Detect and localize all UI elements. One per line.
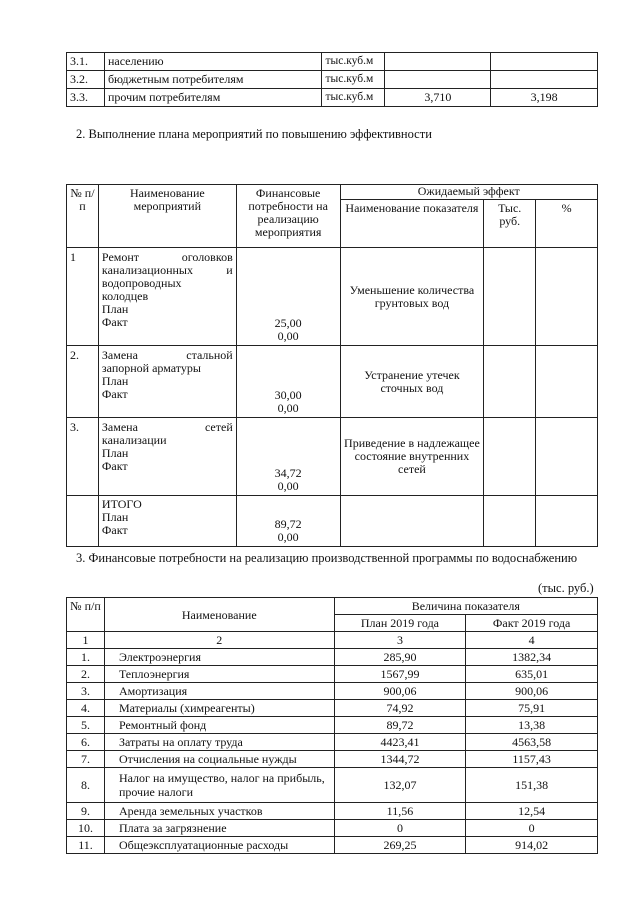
row-number: 3.3. bbox=[67, 89, 105, 107]
total-name bbox=[98, 496, 236, 547]
row-number: 9. bbox=[67, 803, 105, 820]
col-header-measure: Наименование мероприятий bbox=[98, 185, 236, 248]
index-row bbox=[67, 632, 598, 649]
table-row bbox=[67, 666, 598, 683]
measures-table bbox=[66, 184, 598, 547]
row-fact: 151,38 bbox=[466, 768, 598, 803]
consumers-table bbox=[66, 52, 598, 107]
row-plan: 0 bbox=[334, 820, 466, 837]
row-plan: 900,06 bbox=[334, 683, 466, 700]
fact-value: 0,00 bbox=[277, 401, 299, 415]
effect-thousand bbox=[484, 418, 536, 496]
measure-number: 3. bbox=[67, 418, 99, 496]
row-name: бюджетным потребителям bbox=[104, 71, 322, 89]
table-row bbox=[67, 820, 598, 837]
plan-label: План bbox=[101, 302, 129, 316]
total-fact-value: 0,00 bbox=[277, 530, 299, 544]
table-row bbox=[67, 700, 598, 717]
col-header-name: Наименование bbox=[104, 598, 334, 632]
col-header-percent: % bbox=[536, 200, 598, 248]
fact-label: Факт bbox=[101, 459, 128, 473]
row-plan: 1567,99 bbox=[334, 666, 466, 683]
row-name: населению bbox=[104, 53, 322, 71]
row-value-1 bbox=[385, 71, 491, 89]
column-index: 2 bbox=[104, 632, 334, 649]
row-number: 6. bbox=[67, 734, 105, 751]
row-number: 2. bbox=[67, 666, 105, 683]
row-number: 11. bbox=[67, 837, 105, 854]
row-name: прочим потребителям bbox=[104, 89, 322, 107]
row-number: 8. bbox=[67, 768, 105, 803]
effect-percent bbox=[536, 248, 598, 346]
effect-thousand bbox=[484, 346, 536, 418]
effect-indicator: Уменьшение количества грунтовых вод bbox=[340, 248, 484, 346]
total-finance bbox=[236, 496, 340, 547]
measure-finance bbox=[236, 418, 340, 496]
column-index: 1 bbox=[67, 632, 105, 649]
row-fact: 914,02 bbox=[466, 837, 598, 854]
effect-thousand bbox=[484, 496, 536, 547]
row-number: 3.1. bbox=[67, 53, 105, 71]
row-number: 4. bbox=[67, 700, 105, 717]
measure-name bbox=[98, 418, 236, 496]
fact-label: Факт bbox=[101, 387, 128, 401]
row-number: 10. bbox=[67, 820, 105, 837]
measure-name-line: колодцев bbox=[101, 289, 149, 303]
table-row bbox=[67, 89, 598, 107]
row-number: 3.2. bbox=[67, 71, 105, 89]
row-number: 5. bbox=[67, 717, 105, 734]
effect-percent bbox=[536, 346, 598, 418]
row-name: Плата за загрязнение bbox=[104, 820, 334, 837]
measure-name-line: Замена стальной bbox=[101, 348, 233, 362]
total-number bbox=[67, 496, 99, 547]
row-name: Общеэксплуатационные расходы bbox=[104, 837, 334, 854]
row-name: Налог на имущество, налог на прибыль, прочие налоги bbox=[104, 768, 334, 803]
row-fact: 75,91 bbox=[466, 700, 598, 717]
row-name: Электроэнергия bbox=[104, 649, 334, 666]
row-name: Ремонтный фонд bbox=[104, 717, 334, 734]
row-value-2 bbox=[491, 71, 598, 89]
measure-name bbox=[98, 248, 236, 346]
measure-number: 1 bbox=[67, 248, 99, 346]
col-header-indicator: Наименование показателя bbox=[340, 200, 484, 248]
row-name: Материалы (химреагенты) bbox=[104, 700, 334, 717]
col-header-plan: План 2019 года bbox=[334, 615, 466, 632]
row-name: Затраты на оплату труда bbox=[104, 734, 334, 751]
col-header-thousand: Тыс. руб. bbox=[484, 200, 536, 248]
row-number: 1. bbox=[67, 649, 105, 666]
row-unit: тыс.куб.м bbox=[322, 89, 385, 107]
table-row bbox=[67, 649, 598, 666]
measure-finance bbox=[236, 248, 340, 346]
table-row bbox=[67, 346, 598, 418]
row-unit: тыс.куб.м bbox=[322, 71, 385, 89]
table-row bbox=[67, 248, 598, 346]
measure-name-line: Замена сетей bbox=[101, 420, 233, 434]
row-plan: 4423,41 bbox=[334, 734, 466, 751]
plan-label: План bbox=[101, 510, 129, 524]
effect-percent bbox=[536, 496, 598, 547]
measure-name-line: канализации bbox=[101, 433, 167, 447]
measure-finance bbox=[236, 346, 340, 418]
row-fact: 13,38 bbox=[466, 717, 598, 734]
row-value-2: 3,198 bbox=[491, 89, 598, 107]
measure-name-line: водопроводных bbox=[101, 276, 182, 290]
fact-label: Факт bbox=[101, 315, 128, 329]
table-row bbox=[67, 53, 598, 71]
row-fact: 635,01 bbox=[466, 666, 598, 683]
table-row bbox=[67, 71, 598, 89]
table-row bbox=[67, 837, 598, 854]
row-plan: 74,92 bbox=[334, 700, 466, 717]
measure-number: 2. bbox=[67, 346, 99, 418]
row-plan: 285,90 bbox=[334, 649, 466, 666]
table-row bbox=[67, 683, 598, 700]
row-value-1 bbox=[385, 53, 491, 71]
measure-name-line: канализационных и bbox=[101, 263, 233, 277]
row-plan: 89,72 bbox=[334, 717, 466, 734]
fact-value: 0,00 bbox=[277, 329, 299, 343]
fact-label: Факт bbox=[101, 523, 128, 537]
total-plan-value: 89,72 bbox=[274, 517, 302, 531]
measure-name bbox=[98, 346, 236, 418]
row-value-1: 3,710 bbox=[385, 89, 491, 107]
unit-note: (тыс. руб.) bbox=[538, 581, 594, 595]
row-number: 7. bbox=[67, 751, 105, 768]
plan-label: План bbox=[101, 446, 129, 460]
row-number: 3. bbox=[67, 683, 105, 700]
row-fact: 0 bbox=[466, 820, 598, 837]
col-header-fact: Факт 2019 года bbox=[466, 615, 598, 632]
row-name: Отчисления на социальные нужды bbox=[104, 751, 334, 768]
row-plan: 269,25 bbox=[334, 837, 466, 854]
section-2-title: 2. Выполнение плана мероприятий по повышению эффективности bbox=[76, 127, 432, 141]
row-fact: 4563,58 bbox=[466, 734, 598, 751]
table-row bbox=[67, 803, 598, 820]
column-index: 4 bbox=[466, 632, 598, 649]
table-row bbox=[67, 717, 598, 734]
row-name: Амортизация bbox=[104, 683, 334, 700]
row-fact: 1382,34 bbox=[466, 649, 598, 666]
row-name: Теплоэнергия bbox=[104, 666, 334, 683]
table-row bbox=[67, 734, 598, 751]
col-header-num: № п/п bbox=[67, 185, 99, 248]
col-header-value: Величина показателя bbox=[334, 598, 597, 615]
table-row bbox=[67, 768, 598, 803]
table-row bbox=[67, 418, 598, 496]
row-fact: 900,06 bbox=[466, 683, 598, 700]
table-row bbox=[67, 751, 598, 768]
total-label: ИТОГО bbox=[101, 497, 142, 511]
col-header-num: № п/п bbox=[67, 598, 105, 632]
effect-indicator: Приведение в надлежащее состояние внутренних сетей bbox=[340, 418, 484, 496]
section-3-title: 3. Финансовые потребности на реализацию производственной программы по водоснабжению bbox=[76, 551, 578, 565]
effect-thousand bbox=[484, 248, 536, 346]
measure-name-line: Ремонт оголовков bbox=[101, 250, 233, 264]
column-index: 3 bbox=[334, 632, 466, 649]
effect-indicator bbox=[340, 496, 484, 547]
finance-table bbox=[66, 597, 598, 854]
total-row bbox=[67, 496, 598, 547]
plan-label: План bbox=[101, 374, 129, 388]
col-header-effect: Ожидаемый эффект bbox=[340, 185, 597, 200]
row-fact: 1157,43 bbox=[466, 751, 598, 768]
measure-name-line: запорной арматуры bbox=[101, 361, 201, 375]
plan-value: 30,00 bbox=[274, 388, 302, 402]
row-name: Аренда земельных участков bbox=[104, 803, 334, 820]
col-header-finance: Финансовые потребности на реализацию мероприятия bbox=[236, 185, 340, 248]
effect-indicator: Устранение утечек сточных вод bbox=[340, 346, 484, 418]
row-plan: 132,07 bbox=[334, 768, 466, 803]
fact-value: 0,00 bbox=[277, 479, 299, 493]
plan-value: 25,00 bbox=[274, 316, 302, 330]
row-plan: 1344,72 bbox=[334, 751, 466, 768]
row-unit: тыс.куб.м bbox=[322, 53, 385, 71]
row-fact: 12,54 bbox=[466, 803, 598, 820]
effect-percent bbox=[536, 418, 598, 496]
row-value-2 bbox=[491, 53, 598, 71]
row-plan: 11,56 bbox=[334, 803, 466, 820]
plan-value: 34,72 bbox=[274, 466, 302, 480]
